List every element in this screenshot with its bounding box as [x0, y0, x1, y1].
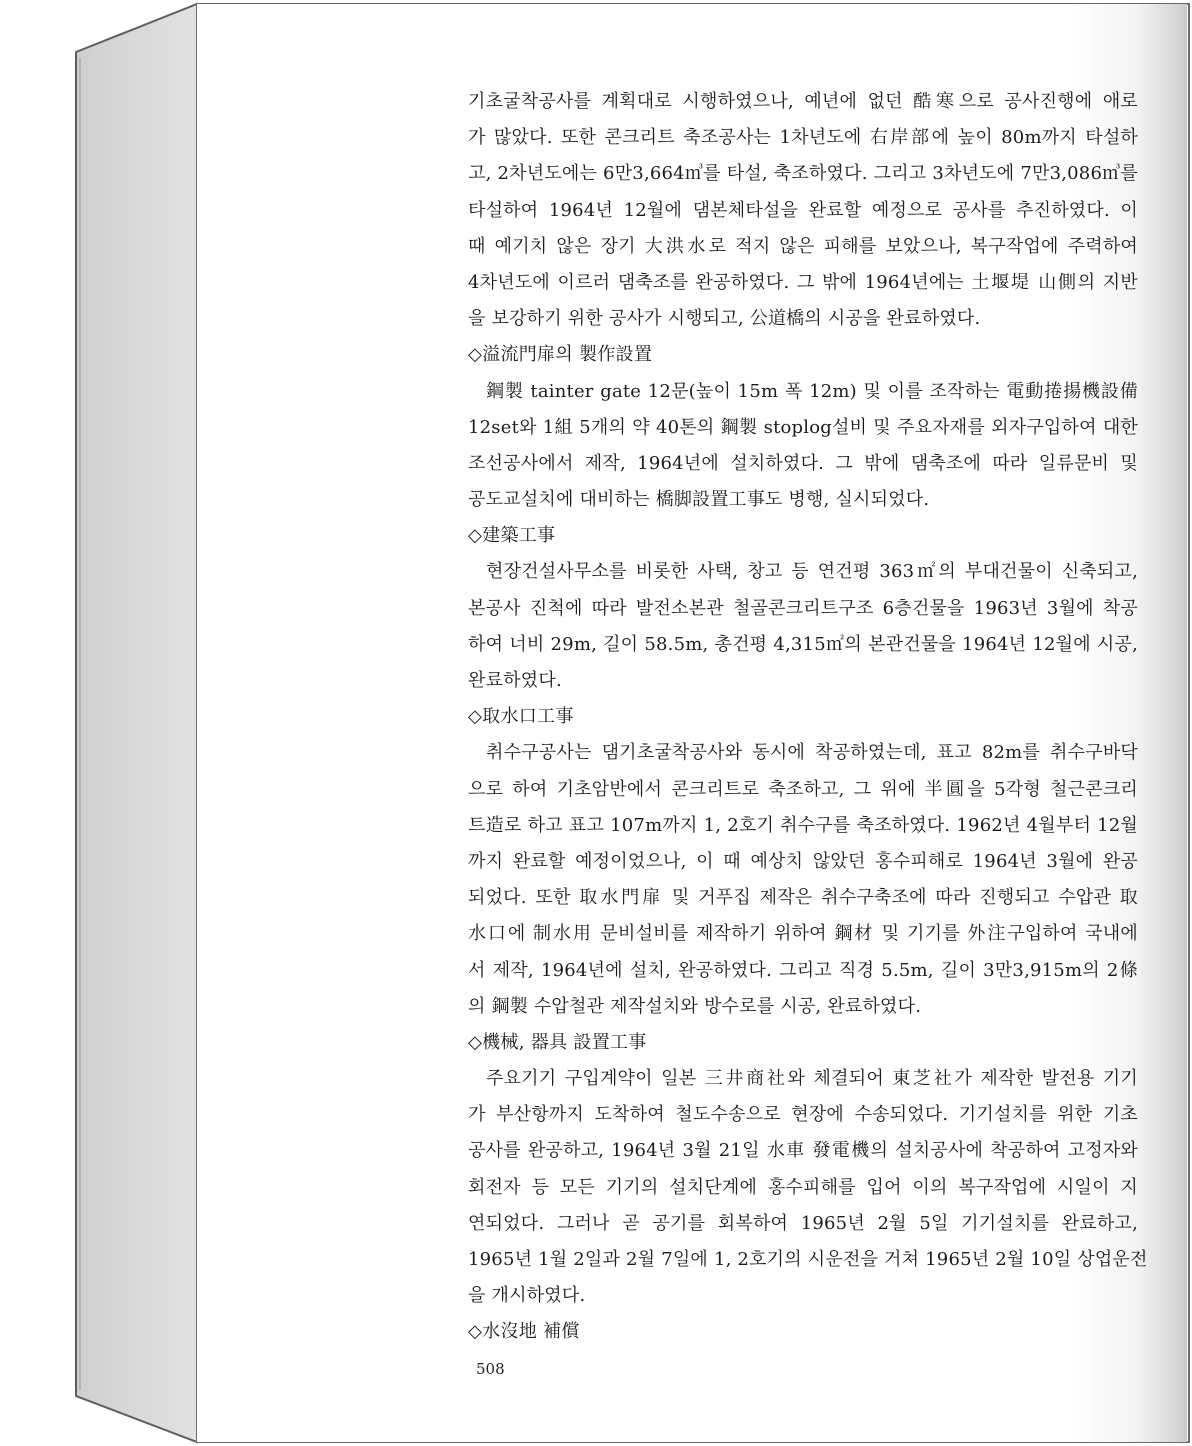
document-body — [468, 84, 1148, 1351]
body-text-line: 회전자 등 모든 기기의 설치단계에 홍수피해를 입어 이의 복구작업에 시일이 지 — [468, 1176, 1138, 1198]
section-heading: ◇取水口工事 — [468, 706, 574, 728]
body-text-line: 되었다. 또한 取水門扉 및 거푸집 제작은 취수구축조에 따라 진행되고 수압관 取 — [468, 887, 1138, 909]
body-text-line: 까지 완료할 예정이었으나, 이 때 예상치 않았던 홍수피해로 1964년 3월에 완공 — [468, 850, 1138, 872]
body-text-line: 완료하였다. — [468, 670, 562, 691]
body-text-line: 水口에 制水用 문비설비를 제작하기 위하여 鋼材 및 기기를 外注구입하여 국내에 — [468, 923, 1138, 945]
body-text-line: 공도교설치에 대비하는 橋脚設置工事도 병행, 실시되었다. — [468, 489, 930, 511]
section-heading: ◇溢流門扉의 製作設置 — [468, 344, 653, 366]
body-text-line: 연되었다. 그러나 곧 공기를 회복하여 1965년 2월 5일 기기설치를 완료하고, — [468, 1212, 1138, 1234]
body-text-line: 현장건설사무소를 비롯한 사택, 창고 등 연건평 363㎡의 부대건물이 신축되고, — [486, 561, 1138, 583]
body-text-line: 의 鋼製 수압철관 제작설치와 방수로를 시공, 완료하였다. — [468, 995, 922, 1017]
book-spine — [76, 4, 197, 1442]
body-text-line: 고, 2차년도에는 6만3,664㎥를 타설, 축조하였다. 그리고 3차년도에 7만3,086㎥를 — [468, 163, 1138, 185]
body-text-line: 1965년 1월 2일과 2월 7일에 1, 2호기의 시운전을 거쳐 1965년 2월 10일 상업운전 — [468, 1249, 1148, 1270]
page-number: 508 — [476, 1360, 505, 1378]
body-text-line: 하여 너비 29m, 길이 58.5m, 총건평 4,315㎡의 본관건물을 1964년 12월에 시공, — [468, 633, 1138, 655]
body-text-line: 공사를 완공하고, 1964년 3월 21일 水車 發電機의 설치공사에 착공하여 고정자와 — [468, 1140, 1138, 1162]
body-text-line: 타설하여 1964년 12월에 댐본체타설을 완료할 예정으로 공사를 추진하였다. 이 — [468, 199, 1138, 221]
body-text-line: 트造로 하고 표고 107m까지 1, 2호기 취수구를 축조하였다. 1962년 4월부터 12월 — [468, 814, 1138, 836]
body-text-line: 을 개시하였다. — [468, 1285, 586, 1307]
body-text-line: 때 예기치 않은 장기 大洪水로 적지 않은 피해를 보았으나, 복구작업에 주력하여 — [468, 235, 1138, 257]
body-text-line: 기초굴착공사를 계획대로 시행하였으나, 예년에 없던 酷寒으로 공사진행에 애로 — [468, 91, 1138, 112]
body-text-line: 가 많았다. 또한 콘크리트 축조공사는 1차년도에 右岸部에 높이 80m까지 타설하 — [468, 127, 1138, 149]
body-text-line: 을 보강하기 위한 공사가 시행되고, 公道橋의 시공을 완료하였다. — [468, 308, 981, 330]
body-text-line: 본공사 진척에 따라 발전소본관 철골콘크리트구조 6층건물을 1963년 3월에 착공 — [468, 597, 1138, 619]
body-text-line: 鋼製 tainter gate 12문(높이 15m 폭 12m) 및 이를 조작하는 電動捲揚機設備 — [486, 380, 1138, 402]
section-heading: ◇機械, 器具 設置工事 — [468, 1031, 647, 1053]
body-text-line: 으로 하여 기초암반에서 콘크리트로 축조하고, 그 위에 半圓을 5각형 철근콘크리 — [468, 778, 1138, 800]
body-text-line: 조선공사에서 제작, 1964년에 설치하였다. 그 밖에 댐축조에 따라 일류문비 및 — [468, 452, 1138, 474]
section-heading: ◇建築工事 — [468, 525, 556, 547]
body-text-line: 취수구공사는 댐기초굴착공사와 동시에 착공하였는데, 표고 82m를 취수구바닥 — [486, 742, 1138, 764]
section-heading: ◇水沒地 補償 — [468, 1321, 580, 1343]
body-text-line: 12set와 1組 5개의 약 40톤의 鋼製 stoplog설비 및 주요자재를 외자구입하여 대한 — [468, 416, 1138, 438]
body-text-line: 가 부산항까지 도착하여 철도수송으로 현장에 수송되었다. 기기설치를 위한 기초 — [468, 1104, 1138, 1126]
body-text-line: 서 제작, 1964년에 설치, 완공하였다. 그리고 직경 5.5m, 길이 3만3,915m의 2條 — [468, 959, 1138, 981]
body-text-line: 4차년도에 이르러 댐축조를 완공하였다. 그 밖에 1964년에는 土堰堤 山側의 지반 — [468, 271, 1138, 293]
body-text-line: 주요기기 구입계약이 일본 三井商社와 체결되어 東芝社가 제작한 발전용 기기 — [486, 1068, 1138, 1090]
